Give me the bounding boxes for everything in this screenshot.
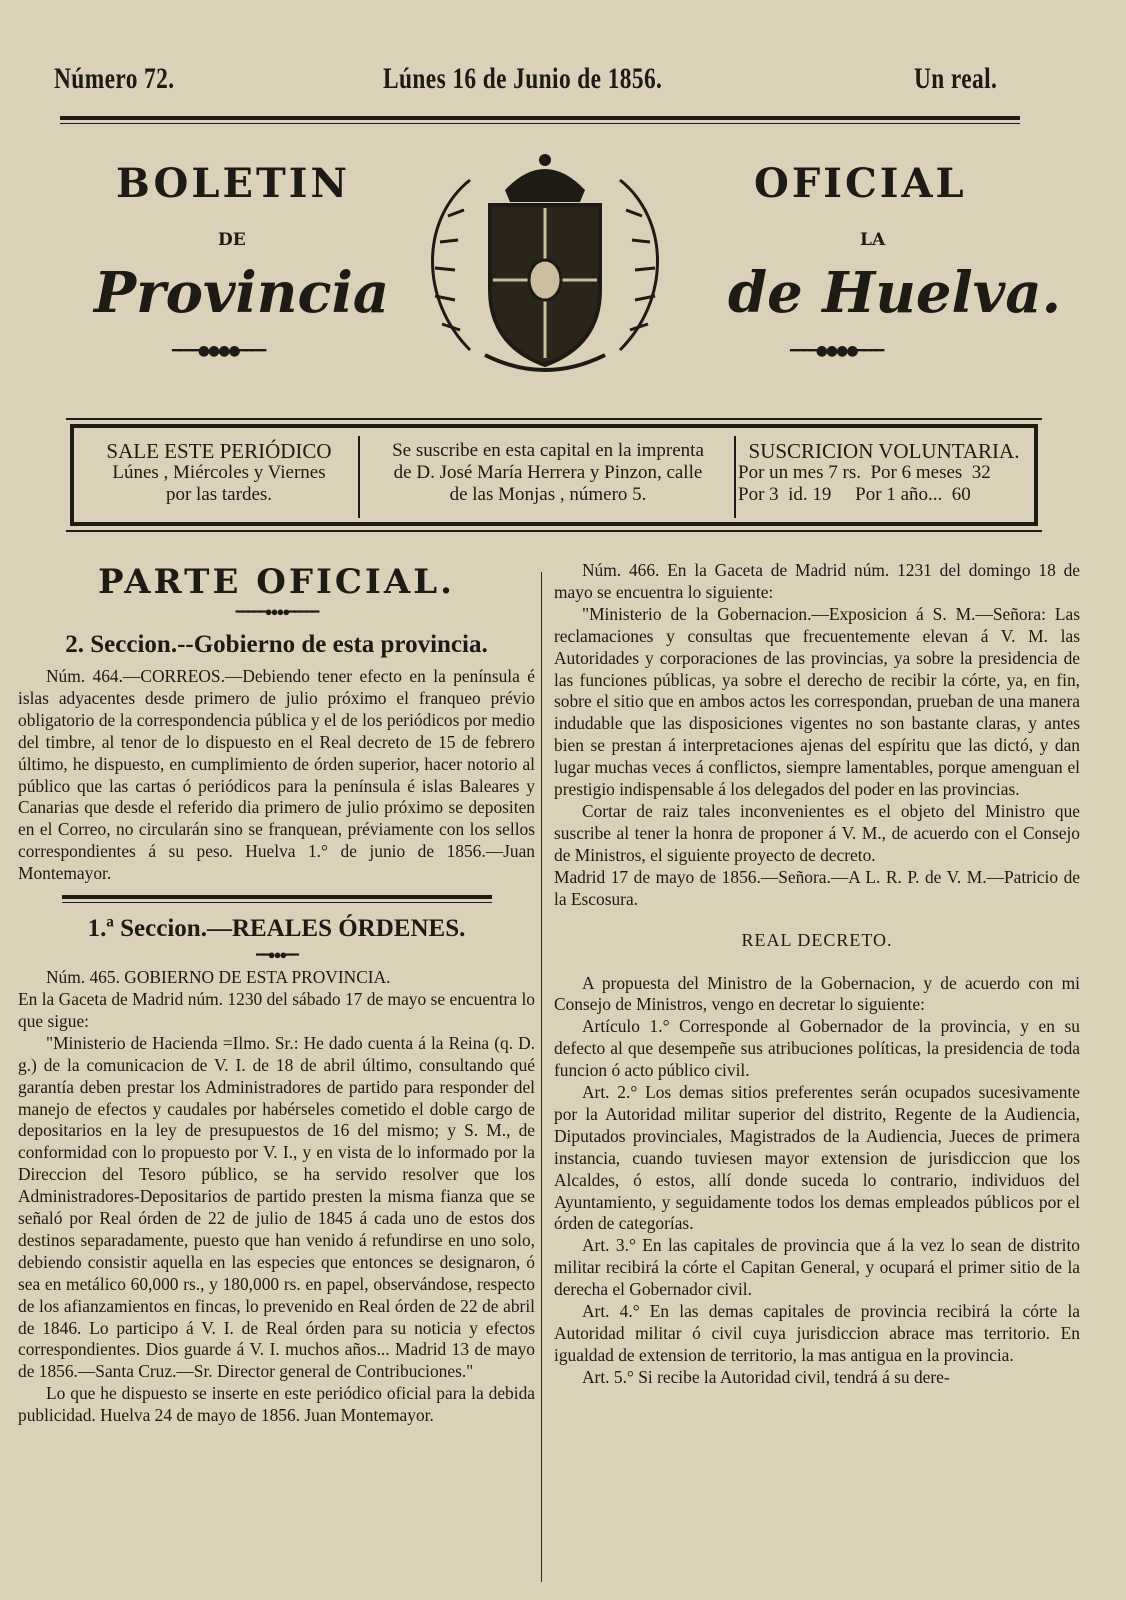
prices-title: SUSCRICION VOLUNTARIA. [748, 439, 1020, 463]
notice-466-proposal: Cortar de raiz tales inconvenientes es el objeto del Ministro que suscribe al tener la honra de proponer á V. M., de acuerdo con el Consejo de Ministros, el siguiente proyecto de decreto. [554, 800, 1080, 865]
notice-466-exposition: "Ministerio de la Gobernacion.—Exposicion á S. M.—Señora: Las reclamaciones y consultas que frecuentemente elevan á V. M. las Autoridades y corporaciones de las provincias, ya sobre la presidencia de las funciones públicas, ya sobre el derecho de recibir la córte, ya, en fin, sobre el sitio que en ambos actos les correspondan, prueban de una manera indudable que las disposiciones vigentes no son bastante claras, y antes bien se prestan á interpretaciones ajenas del espíritu que las dictó, y dan lugar muchas veces á conflictos, siempre lamentables, porque amenguan el prestigio indispensable á los delegados del poder en las provincias. [554, 603, 1080, 800]
section-rule-thin [62, 902, 492, 903]
masthead-boletin: BOLETIN [116, 160, 351, 207]
masthead-ornament-right: ━━━━●●●●━━━━ [790, 343, 883, 359]
notice-465-intro: En la Gaceta de Madrid núm. 1230 del sábado 17 de mayo se encuentra lo que sigue: [18, 988, 535, 1031]
schedule-days: Lúnes , Miércoles y Viernes [112, 462, 326, 483]
masthead-de-huelva: de Huelva. [728, 260, 1062, 326]
masthead-la: LA [860, 230, 886, 250]
notice-465-body: "Ministerio de Hacienda =Ilmo. Sr.: He dado cuenta á la Reina (q. D. g.) de la comunicacion de V. I. de 18 de abril último, consultando qué garantía deben prestar los Administradores de partido para responder del manejo de efectos y caudales por habérseles cometido el doble cargo de depositarios en la ley de presupuestos de 16 del mismo; y S. M., de conformidad con lo propuesto por V. I., y en vista de lo informado por la Direccion del Tesoro público, se ha servido resolver que los Administradores-Depositarios de partido presten la misma fianza que se señaló por Real órden de 22 de julio de 1845 á cada uno de estos dos destinos separadamente, puesto que han venido á refundirse en uno solo, debiendo consistir aquella en las especies que entonces se designaron, ó sea en metálico 60,000 rs., y 180,000 rs. en papel, observándose, respecto de los afianzamientos en fincas, lo prevenido en Real órden de 22 de abril de 1846. Lo participo á V. I. de Real órden para su noticia y efectos correspondientes. Dios guarde á V. I. muchos años... Madrid 13 de mayo de 1856.—Santa Cruz.—Sr. Director general de Contribuciones." [18, 1032, 535, 1382]
header-rule [60, 116, 1020, 120]
decree-article-1: Artículo 1.° Corresponde al Gobernador de la provincia, y en su defecto al que desempeñe sus atribuciones políticas, la presidencia de toda funcion ó acto público civil. [554, 1016, 1080, 1081]
location-line-2: de D. José María Herrera y Pinzon, calle [393, 462, 703, 483]
notice-465-heading: Núm. 465. GOBIERNO DE ESTA PROVINCIA. [46, 967, 391, 988]
decree-article-3: Art. 3.° En las capitales de provincia que á la vez lo sean de distrito militar recibirá la córte el Capitan General, y ocupará el primer sitio de la derecha el Gobernador civil. [554, 1235, 1080, 1300]
issue-price: Un real. [914, 62, 998, 95]
decree-article-4: Art. 4.° En las demas capitales de provincia recibirá la córte la Autoridad militar ó civil cuya jurisdiccion abrace mas territorio. En igualdad de extension de territorio, la mas antigua en la provincia. [554, 1301, 1080, 1365]
info-divider-2 [734, 436, 736, 518]
subscription-prices [738, 440, 1030, 506]
schedule-title: SALE ESTE PERIÓDICO [106, 439, 332, 463]
left-column [18, 560, 535, 1427]
decree-preamble: A propuesta del Ministro de la Gobernacion, y de acuerdo con mi Consejo de Ministros, vengo en decretar lo siguiente: [554, 972, 1080, 1015]
header-rule-thin [60, 123, 1020, 124]
issue-date: Lúnes 16 de Junio de 1856. [383, 62, 663, 95]
schedule-time: por las tardes. [165, 484, 273, 505]
column-divider [541, 572, 542, 1582]
masthead-de: DE [218, 230, 246, 250]
subscription-info-box [70, 424, 1038, 526]
section-1-ornament: ━━●●●━━ [256, 947, 297, 963]
info-bottom-rule [66, 530, 1042, 532]
masthead-provincia: Provincia [94, 260, 390, 326]
prices-line-1: Por un mes 7 rs. Por 6 meses 32 [738, 462, 991, 483]
notice-466-signature: Madrid 17 de mayo de 1856.—Señora.—A L. R. P. de V. M.—Patricio de la Escosura. [554, 866, 1080, 909]
section-rule [62, 895, 492, 899]
location-line-1: Se suscribe en esta capital en la imprenta [392, 440, 704, 461]
publication-schedule [84, 440, 354, 506]
masthead-oficial: OFICIAL [754, 160, 967, 207]
info-top-rule [66, 418, 1042, 420]
real-decreto-heading: REAL DECRETO. [741, 929, 893, 950]
notice-466-intro: Núm. 466. En la Gaceta de Madrid núm. 1231 del domingo 18 de mayo se encuentra lo siguiente: [554, 560, 1080, 602]
subscription-location [370, 440, 726, 506]
right-column [554, 560, 1080, 1389]
section-2-heading: 2. Seccion.--Gobierno de esta provincia. [65, 631, 488, 658]
parte-oficial-heading: PARTE OFICIAL. [98, 562, 455, 602]
section-1-heading: 1.ª Seccion.—REALES ÓRDENES. [87, 915, 466, 943]
decree-article-2: Art. 2.° Los demas sitios preferentes serán ocupados sucesivamente por la Autoridad militar superior del distrito, Regente de la Audiencia, Diputados provinciales, Magistrados de la Audiencia, Jueces de primera instancia, cuando tuviesen mayor extension de jurisdiccion que los Alcaldes, ó estos, allí donde suceda lo contrario, individuos del Ayuntamiento, y seguidamente todos los demas empleados públicos por el órden de categorías. [554, 1082, 1080, 1234]
notice-464: Núm. 464.—CORREOS.—Debiendo tener efecto en la península é islas adyacentes desde primero de julio próximo el franqueo prévio obligatorio de la correspondencia pública y el de los periódicos por medio del timbre, al tenor de lo dispuesto en el Real decreto de 15 de febrero último, he dispuesto, en cumplimiento de órden superior, hacer notorio al público que las cartas ó periódicos para la península é islas Baleares y Canarias que desde el referido dia primero de julio próximo se depositen en el Correo, no circularán sino se franquean, préviamente con los sellos correspondientes á su peso. Huelva 1.° de junio de 1856.—Juan Montemayor. [18, 666, 535, 884]
prices-line-2: Por 3 id. 19 Por 1 año... 60 [738, 484, 971, 505]
location-line-3: de las Monjas , número 5. [449, 484, 647, 505]
notice-465-closing: Lo que he dispuesto se inserte en este periódico oficial para la debida publicidad. Huelva 24 de mayo de 1856. Juan Montemayor. [18, 1383, 535, 1426]
parte-ornament: ━━━━━●●●●━━━━━ [235, 604, 318, 619]
coat-of-arms-emblem [400, 150, 690, 380]
decree-article-5: Art. 5.° Si recibe la Autoridad civil, tendrá á su dere- [582, 1366, 950, 1387]
issue-number: Número 72. [54, 62, 175, 95]
info-divider-1 [358, 436, 360, 518]
masthead-ornament-left: ━━━━●●●●━━━━ [172, 343, 265, 359]
